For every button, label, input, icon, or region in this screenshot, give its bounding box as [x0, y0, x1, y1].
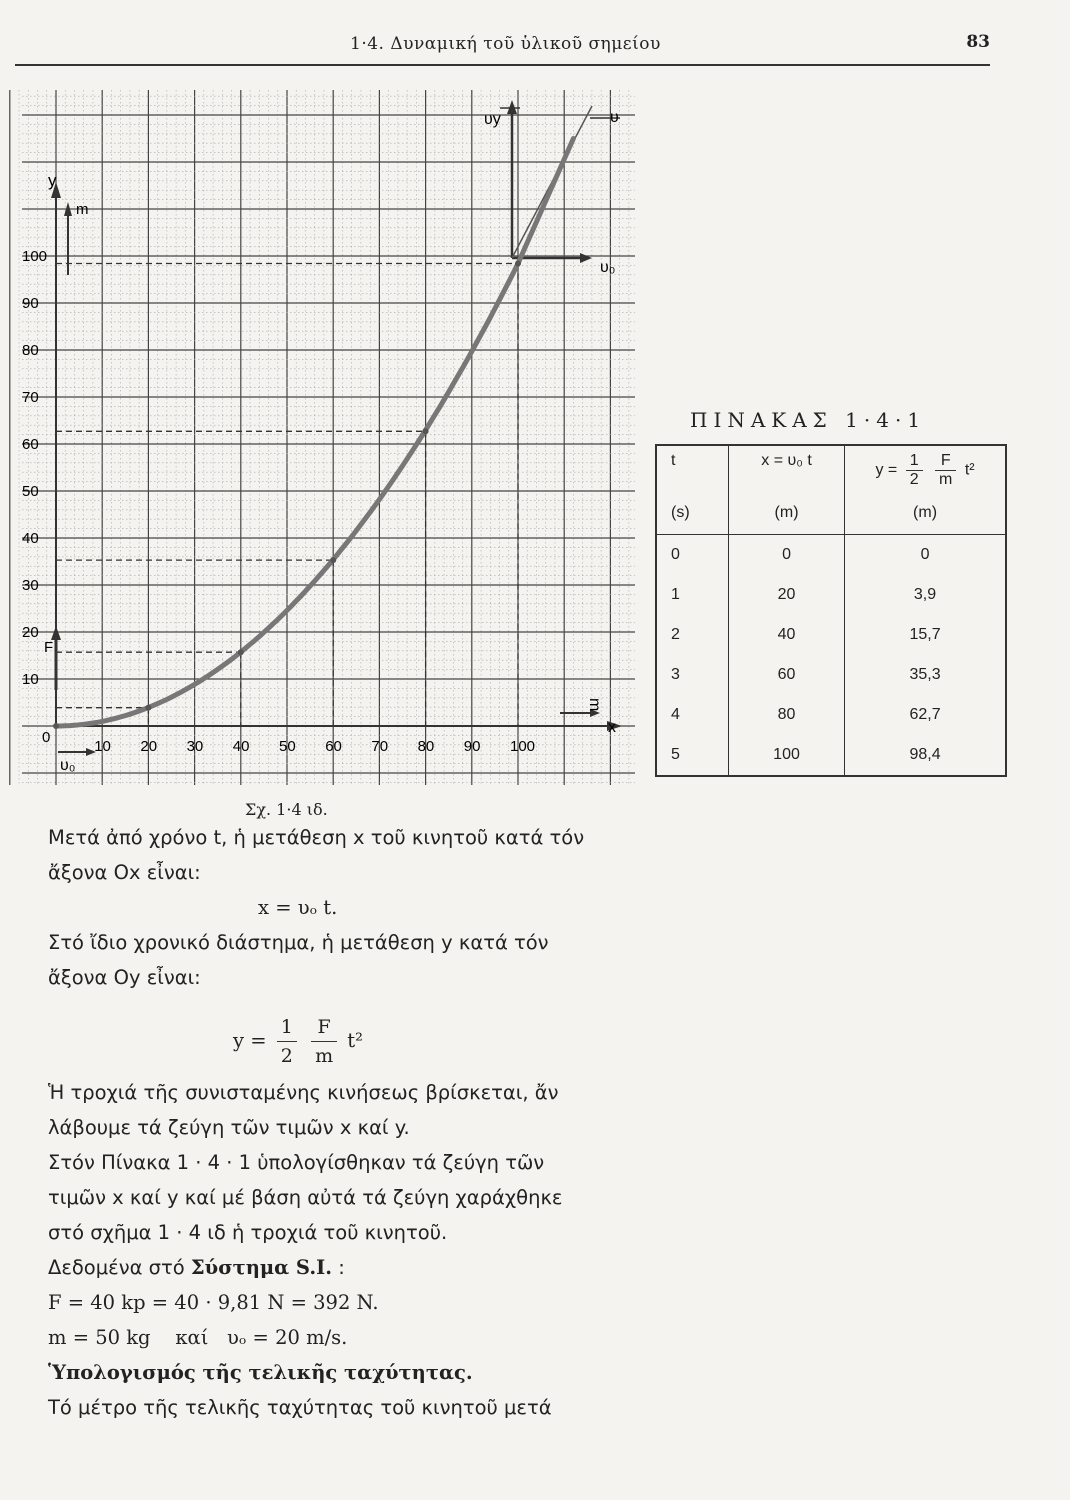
given-force: F = 40 kp = 40 · 9,81 N = 392 N.: [48, 1291, 379, 1314]
body-text: [48, 820, 588, 1425]
unit-y: (m): [845, 492, 1006, 535]
paragraph-5: Δεδομένα στό Σύστημα S.I. :: [48, 1256, 345, 1279]
cell-t: 1: [656, 575, 728, 615]
table-header-row: [656, 445, 1006, 492]
y-tick-label: 30: [22, 577, 39, 594]
data-point: [145, 705, 151, 711]
table-row: [656, 695, 1006, 735]
origin-label: 0: [42, 729, 51, 746]
values-table: [655, 444, 1007, 777]
col-y-header: y = $\frac{1}{2}$ $\frac{F}{m}$ t²: [845, 445, 1006, 492]
y-axis-label: y: [48, 171, 57, 190]
trajectory-graph: [0, 70, 650, 800]
cell-y: 62,7: [845, 695, 1006, 735]
y-tick-label: 100: [22, 248, 48, 265]
x-axis-label: x: [608, 719, 616, 736]
section-title: 1·4. Δυναμική τοῦ ὑλικοῦ σημείου: [350, 34, 661, 54]
y-tick-label: 40: [22, 530, 39, 547]
cell-x: 20: [728, 575, 844, 615]
table-row: [656, 735, 1006, 776]
x-tick-label: 80: [417, 738, 435, 755]
data-point: [515, 261, 521, 267]
force-label: F: [44, 639, 54, 656]
section-heading: Ὑπολογισμός τῆς τελικῆς ταχύτητας.: [48, 1361, 473, 1384]
cell-t: 3: [656, 655, 728, 695]
table-row: [656, 535, 1006, 576]
unit-x: (m): [728, 492, 844, 535]
data-point: [53, 723, 59, 729]
v0-arrowhead: [580, 253, 592, 263]
cell-t: 4: [656, 695, 728, 735]
given-mass-velocity: m = 50 kg καί υₒ = 20 m/s.: [48, 1326, 348, 1349]
x-tick-label: 40: [232, 738, 250, 755]
y-tick-label: 10: [22, 671, 39, 688]
col-x-header: x = υ₀ t: [728, 445, 844, 492]
v-label: υ: [610, 109, 619, 126]
x-tick-label: 50: [279, 738, 296, 755]
table-row: [656, 655, 1006, 695]
graph-grid: [10, 90, 635, 785]
x-tick-label: 100: [510, 738, 536, 755]
unit-t: (s): [656, 492, 728, 535]
cell-y: 0: [845, 535, 1006, 576]
cell-t: 0: [656, 535, 728, 576]
y-tick-label: 70: [22, 389, 39, 406]
data-point: [330, 557, 336, 563]
cell-t: 2: [656, 615, 728, 655]
paragraph-4: Στόν Πίνακα 1 · 4 · 1 ὑπολογίσθηκαν τά ζεύγη τῶν τιμῶν x καί y καί μέ βάση αὐτά τά ζεύγη χαράχθηκε στό σχῆμα 1 · 4 ιδ ἡ τροχιά τοῦ κινητοῦ.: [48, 1151, 563, 1244]
cell-x: 0: [728, 535, 844, 576]
v0-right-label: υ₀: [600, 259, 616, 276]
page-header: [15, 28, 990, 66]
y-tick-label: 60: [22, 436, 39, 453]
col-t-header: t: [656, 445, 728, 492]
table-title: ΠΙΝΑΚΑΣ 1·4·1: [690, 408, 927, 432]
cell-x: 80: [728, 695, 844, 735]
equation-x: x = υₒ t.: [258, 896, 338, 919]
cell-x: 100: [728, 735, 844, 776]
table-unit-row: [656, 492, 1006, 535]
figure-caption: Σχ. 1·4 ιδ.: [245, 800, 328, 819]
vy-label: υy: [484, 111, 501, 128]
x-tick-label: 20: [140, 738, 158, 755]
cell-y: 35,3: [845, 655, 1006, 695]
data-point: [238, 649, 244, 655]
data-point: [423, 428, 429, 434]
table-row: [656, 575, 1006, 615]
cell-y: 3,9: [845, 575, 1006, 615]
paragraph-6: Τό μέτρο τῆς τελικῆς ταχύτητας τοῦ κινητοῦ μετά: [48, 1396, 552, 1419]
paragraph-3: Ἡ τροχιά τῆς συνισταμένης κινήσεως βρίσκεται, ἄν λάβουμε τά ζεύγη τῶν τιμῶν x καί y.: [48, 1081, 559, 1139]
cell-y: 98,4: [845, 735, 1006, 776]
force-arrowhead: [51, 626, 61, 640]
y-unit-label: m: [76, 201, 89, 218]
cell-t: 5: [656, 735, 728, 776]
x-tick-label: 60: [325, 738, 342, 755]
y-tick-labels: [22, 248, 47, 688]
x-tick-label: 90: [463, 738, 481, 755]
y-tick-label: 80: [22, 342, 39, 359]
paragraph-1: Μετά ἀπό χρόνο t, ἡ μετάθεση x τοῦ κινητοῦ κατά τόν ἄξονα Ox εἶναι:: [48, 826, 585, 884]
y-tick-label: 50: [22, 483, 39, 500]
y-tick-label: 20: [22, 624, 39, 641]
equation-y: y = $\frac{1}{2}$ $\frac{F}{m}$ t²: [48, 995, 588, 1075]
paragraph-2: Στό ἴδιο χρονικό διάστημα, ἡ μετάθεση y κατά τόν ἄξονα Oy εἶναι:: [48, 931, 549, 989]
cell-y: 15,7: [845, 615, 1006, 655]
x-tick-label: 30: [186, 738, 204, 755]
table-row: [656, 615, 1006, 655]
cell-x: 40: [728, 615, 844, 655]
x-tick-label: 70: [371, 738, 389, 755]
cell-x: 60: [728, 655, 844, 695]
v0-bottom-label: υ₀: [60, 757, 76, 774]
x-unit-label: m: [586, 698, 603, 712]
page-number: 83: [966, 32, 990, 52]
x-tick-label: 10: [94, 738, 111, 755]
y-tick-label: 90: [22, 295, 39, 312]
